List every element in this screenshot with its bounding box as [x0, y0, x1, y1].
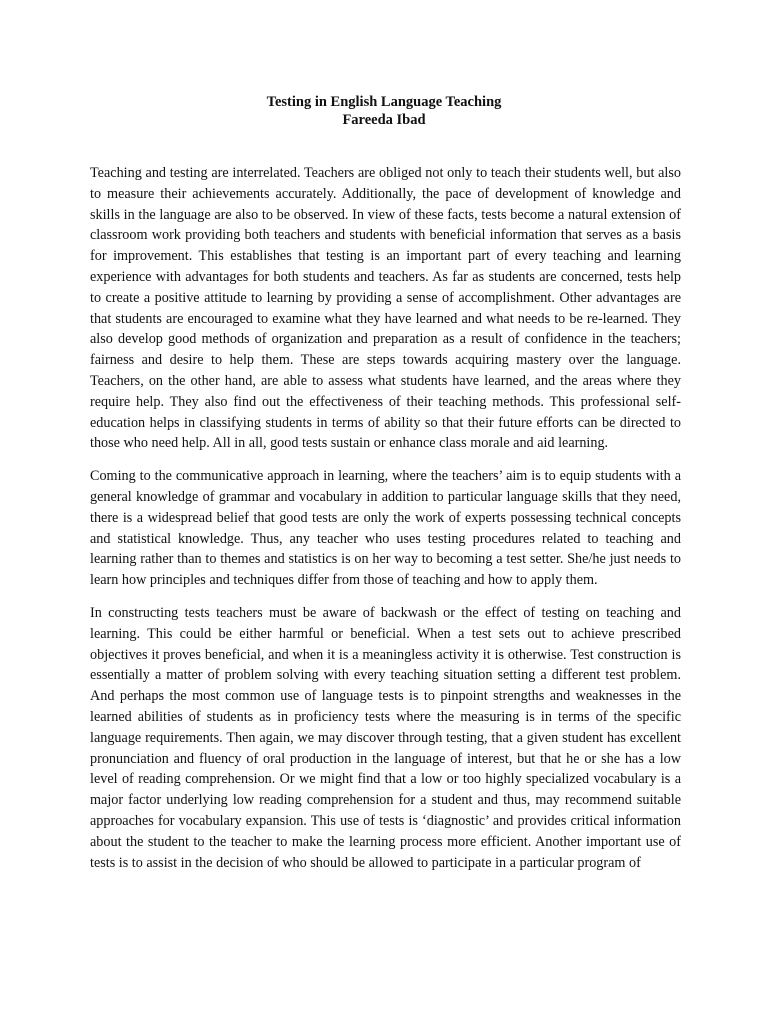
- paragraph-1: Teaching and testing are interrelated. Teachers are obliged not only to teach their students well, but also to measure their achievements accurately. Additionally, the pace of development of knowledge and skills in the language are also to be observed. In view of these facts, tests become a natural extension of classroom work providing both teachers and students with beneficial information that serves as a basis for improvement. This establishes that testing is an important part of every teaching and learning experience with advantages for both students and teachers. As far as students are concerned, tests help to create a positive attitude to learning by providing a sense of accomplishment. Other advantages are that students are encouraged to examine what they have learned and what needs to be re-learned. They also develop good methods of organization and preparation as a result of confidence in the teachers; fairness and desire to help them. These are steps towards acquiring mastery over the language. Teachers, on the other hand, are able to assess what students have learned, and the areas where they require help. They also find out the effectiveness of their teaching methods. This professional self-education helps in classifying students in terms of ability so that their future efforts can be directed to those who need help. All in all, good tests sustain or enhance class morale and aid learning.: [90, 165, 681, 452]
- document-title: Testing in English Language Teaching: [266, 94, 502, 110]
- paragraph-3: In constructing tests teachers must be aware of backwash or the effect of testing on teaching and learning. This could be either harmful or beneficial. When a test sets out to achieve prescribed objectives it proves beneficial, and when it is a meaningless activity it is otherwise. Test construction is essentially a matter of problem solving with every teaching situation setting a different test problem. And perhaps the most common use of language tests is to pinpoint strengths and weaknesses in the learned abilities of students as in proficiency tests where the measuring is in terms of the specific language requirements. Then again, we may discover through testing, that a given student has excellent pronunciation and fluency of oral production in the language of interest, but that he or she has a low level of reading comprehension. Or we might find that a low or too highly specialized vocabulary is a major factor underlying low reading comprehension for a student and thus, may recommend suitable approaches for vocabulary expansion. This use of tests is ‘diagnostic’ and provides critical information about the student to the teacher to make the learning process more efficient. Another important use of tests is to assist in the decision of who should be allowed to participate in a particular program of: [90, 604, 681, 871]
- document-header: [0, 93, 768, 129]
- document-author: Fareeda Ibad: [342, 112, 426, 128]
- paragraph-2: Coming to the communicative approach in learning, where the teachers’ aim is to equip students with a general knowledge of grammar and vocabulary in addition to particular language skills that they need, there is a widespread belief that good tests are only the work of experts possessing technical concepts and statistical knowledge. Thus, any teacher who uses testing procedures related to teaching and learning rather than to themes and statistics is on her way to becoming a test setter. She/he just needs to learn how principles and techniques differ from those of teaching and how to apply them.: [90, 468, 681, 589]
- document-body: [90, 163, 681, 885]
